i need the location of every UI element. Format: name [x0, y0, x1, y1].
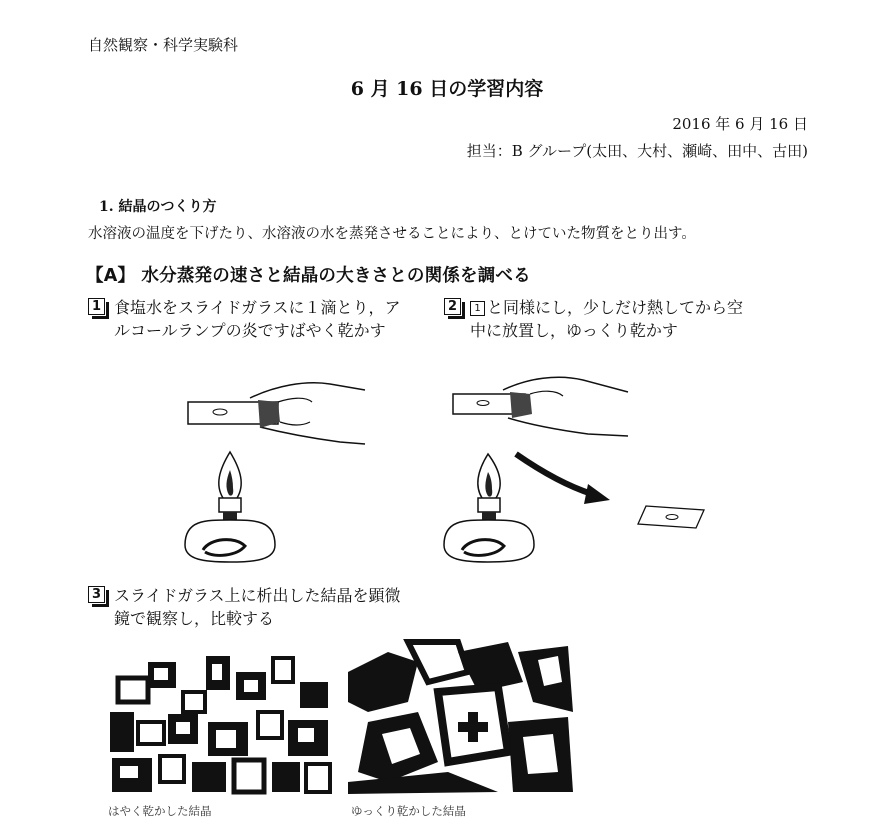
document-date: 2016 年 6 月 16 日: [672, 115, 808, 133]
step-number-2: 2: [444, 298, 464, 318]
step-number-1: 1: [88, 298, 108, 318]
step-3-text: スライドガラス上に析出した結晶を顕微鏡で観察し，比較する: [114, 586, 401, 628]
caption-fast-dried: はやく乾かした結晶: [108, 804, 212, 818]
page-title: 6 月 16 日の学習内容: [350, 78, 544, 100]
step-2-text: 1 と同様にし，少しだけ熱してから空中に放置し，ゆっくり乾かす: [470, 298, 744, 340]
hand-with-slide-icon: [448, 372, 648, 452]
step-1-text: 食塩水をスライドガラスに１滴とり，アルコールランプの炎ですばやく乾かす: [114, 298, 401, 340]
alcohol-lamp-icon: [175, 450, 285, 565]
section-heading: 1. 結晶のつくり方: [99, 199, 217, 215]
step-number-3: 3: [88, 586, 108, 606]
crystal-photo-icon: [348, 642, 573, 794]
experiment-heading: 【A】 水分蒸発の速さと結晶の大きさとの関係を調べる: [86, 266, 531, 286]
course-name: 自然観察・科学実験科: [88, 36, 239, 54]
crystal-photo-icon: [108, 652, 333, 794]
slide-glass-icon: [636, 504, 706, 530]
section-body: 水溶液の温度を下げたり、水溶液の水を蒸発させることにより、とけていた物質をとり出す。: [88, 226, 696, 242]
in-charge: 担当：B グループ(太田、大村、瀬崎、田中、古田): [466, 142, 808, 160]
curved-arrow-icon: [512, 450, 612, 510]
caption-slow-dried: ゆっくり乾かした結晶: [351, 804, 466, 818]
hand-with-slide-icon: [180, 372, 380, 462]
step-ref-box: 1: [470, 301, 485, 316]
